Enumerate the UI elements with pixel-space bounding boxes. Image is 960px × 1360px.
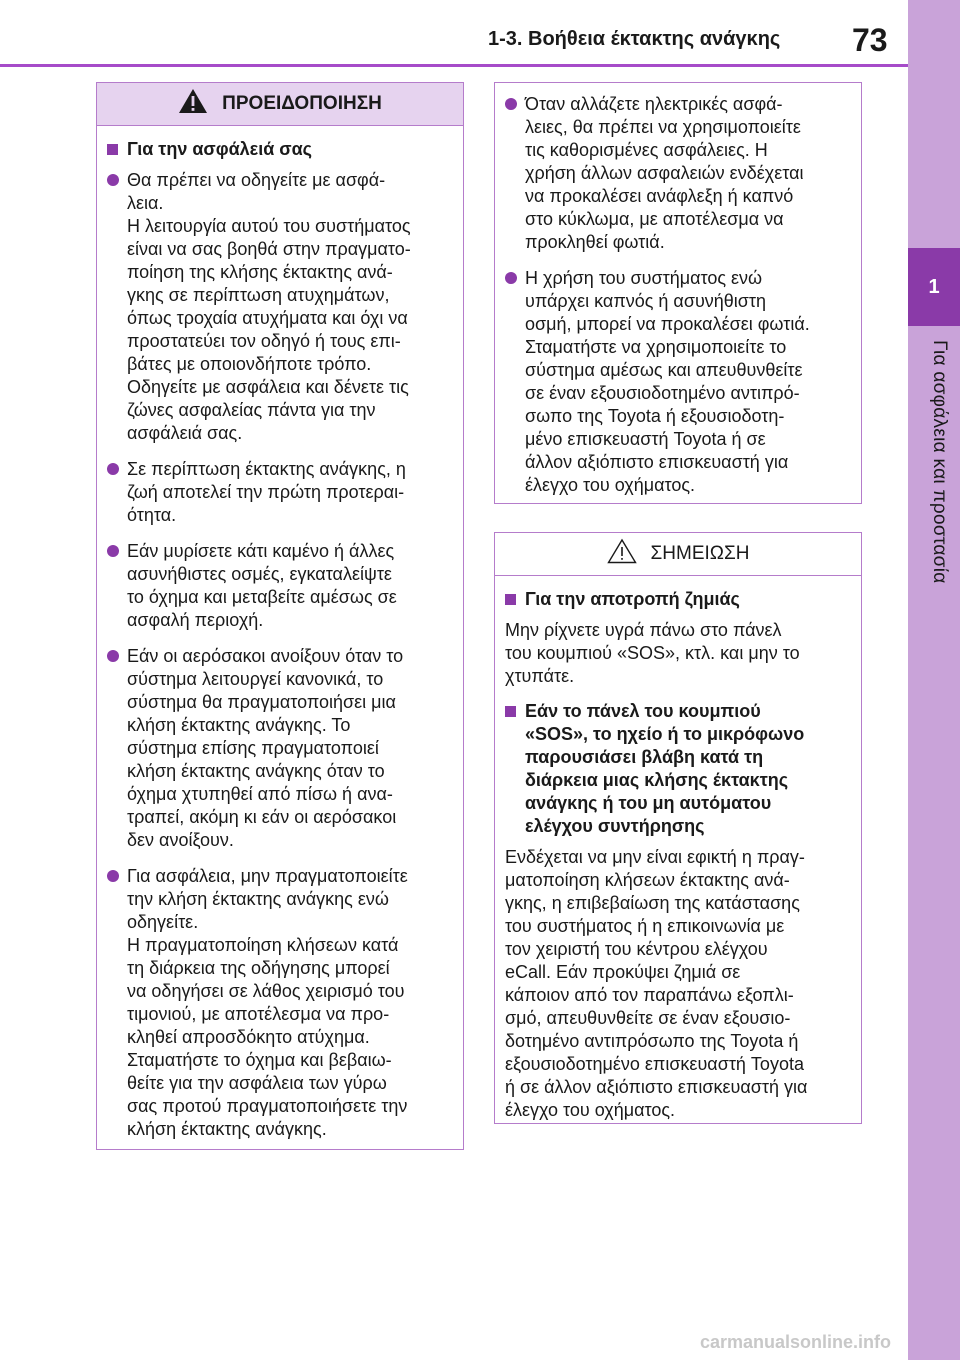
watermark: carmanualsonline.info <box>700 1332 892 1352</box>
bullet-dot-icon <box>107 463 119 475</box>
header-divider <box>0 64 908 67</box>
chapter-title: Για ασφάλεια και προστασία <box>929 340 950 584</box>
bullet-text: Όταν αλλάζετε ηλεκτρικές ασφά- λειες, θα πρέπει να χρησιμοποιείτε τις καθορισμένες ασφάλειες. Η χρήση άλλων ασφαλειών ενδέχεται να προκαλέσει ανάφλεξη ή καπνό στο κύκλωμα, με αποτέλεσμα να προκληθεί φωτιά. <box>525 94 804 252</box>
notice-box <box>494 532 862 1124</box>
section-title: 1-3. Βοήθεια έκτακτης ανάγκης <box>488 28 781 50</box>
chapter-number: 1 <box>908 248 960 326</box>
warning-subheading <box>107 138 449 161</box>
notice-subheading <box>505 588 847 611</box>
bullet-text: Εάν οι αερόσακοι ανοίξουν όταν το σύστημα λειτουργεί κανονικά, το σύστημα θα πραγματοποιήσει μια κλήση έκτακτης ανάγκης. Το σύστημα επίσης πραγματοποιεί κλήση έκτακτης ανάγκης όταν το όχημα χτυπηθεί από πίσω ή ανα- τραπεί, ακόμη κι εάν οι αερόσακοι δεν ανοίξουν. <box>127 646 404 850</box>
bullet-text: Για ασφάλεια, μην πραγματοποιείτε την κλήση έκτακτης ανάγκης ενώ οδηγείτε. Η πραγματοποίηση κλήσεων κατά τη διάρκεια της οδήγησης μπορεί να οδηγήσει σε λάθος χειρισμό του τιμονιού, με αποτέλεσμα να προ- κληθεί απροσδόκητο ατύχημα. Σταματήστε το όχημα και βεβαιω- θείτε για την ασφάλεια των γύρω σας προτού πραγματοποιήσετε την κλήση έκτακτης ανάγκης. <box>127 866 408 1139</box>
bullet-text: Εάν μυρίσετε κάτι καμένο ή άλλες ασυνήθιστες οσμές, εγκαταλείψτε το όχημα και μεταβείτε αμέσως σε ασφαλή περιοχή. <box>127 541 397 630</box>
bullet-dot-icon <box>107 174 119 186</box>
notice-subheading-text: Για την αποτροπή ζημιάς <box>525 589 740 609</box>
warning-bullet <box>107 865 449 1141</box>
warning-subheading-text: Για την ασφάλειά σας <box>127 139 313 159</box>
warning-bullet <box>107 169 449 445</box>
warning-triangle-icon <box>178 88 208 120</box>
notice-paragraph: Μην ρίχνετε υγρά πάνω στο πάνελ του κουμπιού «SOS», κτλ. και μην το χτυπάτε. <box>505 620 800 686</box>
warning-header <box>97 83 463 126</box>
bullet-dot-icon <box>505 272 517 284</box>
warning-title: ΠΡΟΕΙΔΟΠΟΙΗΣΗ <box>222 93 382 114</box>
warning-bullet <box>107 458 449 527</box>
warning-bullet <box>107 540 449 632</box>
notice-paragraph: Ενδέχεται να μην είναι εφικτή η πραγ- ματοποίηση κλήσεων έκτακτης ανά- γκης, η επιβεβαίωση της κατάστασης του συστήματος ή η επικοινωνία με τον χειριστή του κέντρου ελέγχου eCall. Εάν προκύψει ζημιά σε κάποιον από τον παραπάνω εξοπλι- σμό, απευθυνθείτε σε έναν εξουσιο- δοτημένο αντιπρόσωπο της Toyota ή εξουσιοδοτημένο επισκευαστή Toyota ή σε άλλον αξιόπιστο επισκευαστή για έλεγχο του οχήματος. <box>505 847 808 1120</box>
square-bullet-icon <box>107 144 118 155</box>
square-bullet-icon <box>505 706 516 717</box>
warning-box <box>96 82 464 1150</box>
notice-subheading-text: Εάν το πάνελ του κουμπιού «SOS», το ηχείο ή το μικρόφωνο παρουσιάσει βλάβη κατά τη διάρκεια μιας κλήσης έκτακτης ανάγκης ή του μη αυτόματου ελέγχου συντήρησης <box>525 701 805 836</box>
page-number: 73 <box>852 22 888 58</box>
bullet-dot-icon <box>107 650 119 662</box>
notice-subheading <box>505 700 847 838</box>
caution-triangle-icon <box>607 538 637 570</box>
square-bullet-icon <box>505 594 516 605</box>
bullet-text: Σε περίπτωση έκτακτης ανάγκης, η ζωή αποτελεί την πρώτη προτεραι- ότητα. <box>127 459 406 525</box>
bullet-dot-icon <box>107 545 119 557</box>
warning-bullet <box>107 645 449 852</box>
chapter-side-tab <box>908 0 960 1360</box>
warning-bullet <box>505 93 847 254</box>
bullet-dot-icon <box>505 98 517 110</box>
notice-header <box>495 533 861 576</box>
bullet-text: Η χρήση του συστήματος ενώ υπάρχει καπνός ή ασυνήθιστη οσμή, μπορεί να προκαλέσει φωτιά. Σταματήστε να χρησιμοποιείτε το σύστημα αμέσως και απευθυνθείτε σε έναν εξουσιοδοτημένο αντιπρό- σωπο της Toyota ή εξουσιοδοτη- μένο επισκευαστή Toyota ή σε άλλον αξιόπιστο επισκευαστή για έλεγχο του οχήματος. <box>525 268 810 495</box>
bullet-text: Θα πρέπει να οδηγείτε με ασφά- λεια. Η λειτουργία αυτού του συστήματος είναι να σας βοηθά στην πραγματο- ποίηση της κλήσης έκτακτης ανά- γκης σε περίπτωση ατυχημάτων, όπως τροχαία ατυχήματα και όχι να προστατεύει τον οδηγό ή τους επι- βάτες με οποιονδήποτε τρόπο. Οδηγείτε με ασφάλεια και δένετε τις ζώνες ασφαλείας πάντα για την ασφάλειά σας. <box>127 170 411 443</box>
notice-title: ΣΗΜΕΙΩΣΗ <box>650 543 750 564</box>
bullet-dot-icon <box>107 870 119 882</box>
warning-continued-box <box>494 82 862 504</box>
warning-bullet <box>505 267 847 497</box>
